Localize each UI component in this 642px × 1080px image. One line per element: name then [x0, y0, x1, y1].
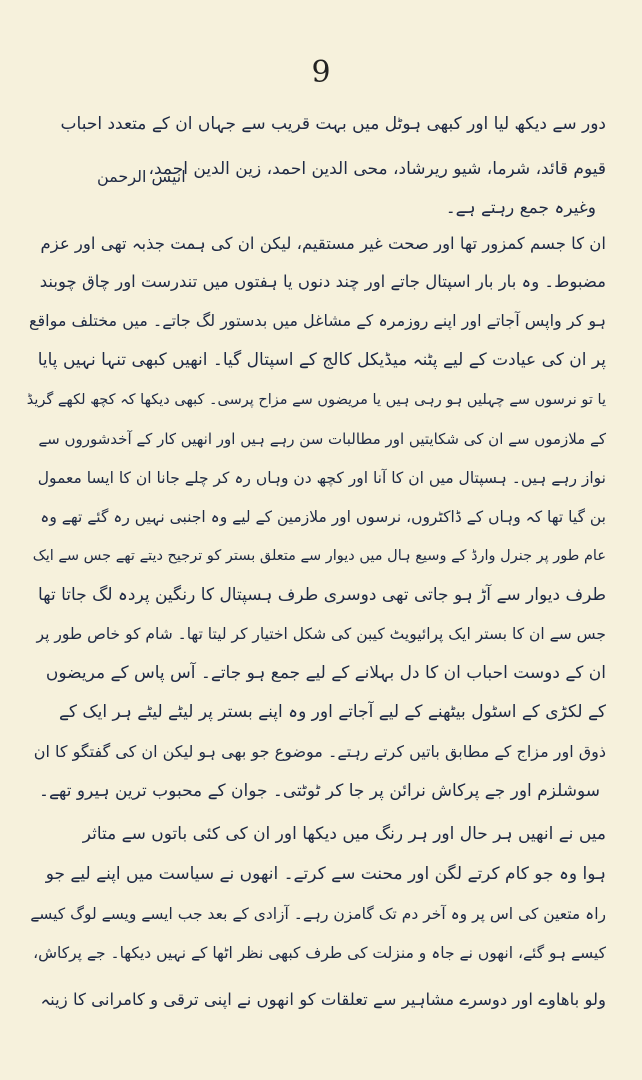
intro-line-1: دور سے دیکھ لیا اور کبھی ہوٹل میں بہت قریب سے جہاں ان کے متعدد احباب [60, 114, 606, 134]
para1-line-8: بن گیا تھا کہ وہاں کے ڈاکٹروں، نرسوں اور ملازمین کے لیے وہ اجنبی نہیں رہ گئے تھے وہ [40, 508, 606, 526]
para1-line-2: مضبوط۔ وہ بار بار اسپتال جاتے اور چند دنوں یا ہفتوں میں تندرست اور چاق چوبند [39, 272, 606, 291]
page-number: 9 [311, 55, 331, 90]
para1-line-11: جس سے ان کا بستر ایک پرائیویٹ کیبن کی شکل اختیار کر لیتا تھا۔ شام کو خاص طور پر [36, 625, 606, 643]
para1-line-13: کے لکڑی کے اسٹول بیٹھنے کے لیے آجاتے اور وہ اپنے بستر پر لیٹے لیٹے ہر ایک کے [58, 702, 606, 722]
para1-line-5: یا تو نرسوں سے چہلیں ہو رہی ہیں یا مریضوں سے مزاح پرسی۔ کبھی دیکھا کہ کچھ لکھے گریڈ [26, 392, 606, 408]
para2-line-5: ولو باھاوے اور دوسرے مشاہیر سے تعلقات کو انھوں نے اپنی ترقی و کامرانی کا زینہ [40, 990, 606, 1009]
para2-line-1: میں نے انھیں ہر حال اور ہر رنگ میں دیکھا اور ان کی کئی باتوں سے متاثر [82, 824, 606, 844]
para2-line-4: کیسے ہو گئے، انھوں نے جاہ و منزلت کی طرف کبھی نظر اٹھا کے نہیں دیکھا۔ جے پرکاش، [33, 944, 606, 962]
para1-line-3: ہو کر واپس آجاتے اور اپنے روزمرہ کے مشاغل میں بدستور لگ جاتے۔ میں مختلف مواقع [28, 311, 606, 330]
para1-line-7: نواز رہے ہیں۔ ہسپتال میں ان کا آنا اور کچھ دن وہاں رہ کر چلے جانا ان کا ایسا معمول [37, 469, 606, 487]
para1-line-4: پر ان کی عیادت کے لیے پٹنہ میڈیکل کالج کے اسپتال گیا۔ انھیں کبھی تنہا نہیں پایا [37, 350, 606, 370]
para1-line-6: کے ملازموں سے ان کی شکایتیں اور مطالبات سن رہے ہیں اور انھیں کار کے آخدشوروں سے [38, 430, 606, 448]
para2-line-3: راہ متعین کی اس پر وہ آخر دم تک گامزن رہے۔ آزادی کے بعد جب ایسے ویسے لوگ کیسے [30, 905, 606, 923]
para2-line-2: ہوا وہ جو کام کرتے لگن اور محنت سے کرتے۔ انھوں نے سیاست میں اپنے لیے جو [45, 864, 606, 884]
para1-line-12: ان کے دوست احباب ان کا دل بہلانے کے لیے جمع ہو جاتے۔ آس پاس کے مریضوں [45, 663, 606, 683]
side-name: انیس الرحمن [97, 167, 186, 186]
intro-line-3: وغیرہ جمع رہتے ہے۔ [445, 198, 596, 218]
para1-line-1: ان کا جسم کمزور تھا اور صحت غیر مستقیم، لیکن ان کی ہمت جذبہ تھی اور عزم [40, 234, 606, 253]
para1-line-9: عام طور پر جنرل وارڈ کے وسیع ہال میں دیوار سے متعلق بستر کو ترجیح دیتے تھے جس سے ایک [32, 548, 606, 564]
para1-line-10: طرف دیوار سے آڑ ہو جاتی تھی دوسری طرف ہسپتال کا رنگین پردہ لگ جاتا تھا [37, 585, 606, 605]
para1-line-14: ذوق اور مزاج کے مطابق باتیں کرتے رہتے۔ موضوع جو بھی ہو لیکن ان کی گفتگو کا ان [33, 742, 606, 761]
intro-line-2: قیوم قائد، شرما، شیو ریرشاد، محی الدین احمد، زین الدین احمد، [148, 159, 606, 179]
para1-line-15: سوشلزم اور جے پرکاش نرائن پر جا کر ٹوٹتی۔ جوان کے محبوب ترین ہیرو تھے۔ [39, 781, 600, 801]
